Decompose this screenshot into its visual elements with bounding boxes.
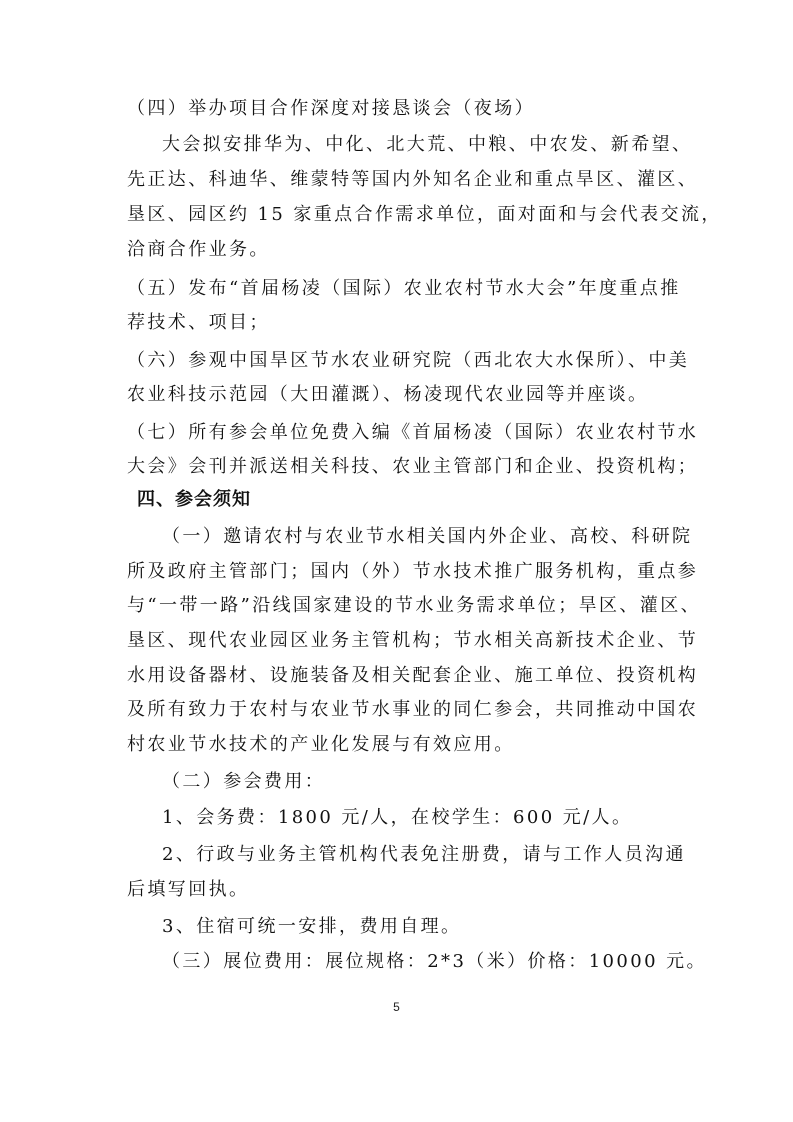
paragraph-line: 农业科技示范园（大田灌溉）、杨凌现代农业园等并座谈。 xyxy=(127,384,649,406)
fee-item-1: 1、会务费：1800 元/人，在校学生：600 元/人。 xyxy=(162,806,633,828)
section-item-7: （七）所有参会单位免费入编《首届杨凌（国际）农业农村节水 xyxy=(127,421,699,443)
paragraph-line: 所及政府主管部门；国内（外）节水技术推广服务机构，重点参 xyxy=(127,560,699,582)
paragraph-line: 洽商合作业务。 xyxy=(127,238,270,260)
section-item-6: （六）参观中国旱区节水农业研究院（西北农大水保所）、中美 xyxy=(127,349,690,371)
subsection-booth-fees: （三）展位费用：展位规格：2*3（米）价格：10000 元。 xyxy=(162,951,707,972)
section-item-4: （四）举办项目合作深度对接恳谈会（夜场） xyxy=(127,98,535,119)
subsection-fees: （二）参会费用： xyxy=(162,770,326,792)
page-number: 5 xyxy=(393,1000,400,1014)
paragraph-line: （一）邀请农村与农业节水相关国内外企业、高校、科研院 xyxy=(162,525,693,547)
paragraph-line: 村农业节水技术的产业化发展与有效应用。 xyxy=(127,734,515,756)
paragraph-line: 后填写回执。 xyxy=(127,878,250,900)
fee-item-3: 3、住宿可统一安排，费用自理。 xyxy=(162,916,462,938)
fee-item-2: 2、行政与业务主管机构代表免注册费，请与工作人员沟通 xyxy=(162,844,686,866)
section-item-5: （五）发布“首届杨凌（国际）农业农村节水大会”年度重点推 xyxy=(127,277,681,299)
paragraph-line: 与“一带一路”沿线国家建设的节水业务需求单位；旱区、灌区、 xyxy=(127,595,702,617)
section-heading: 四、参会须知 xyxy=(137,489,251,511)
paragraph-line: 大会》会刊并派送相关科技、农业主管部门和企业、投资机构； xyxy=(127,456,699,478)
paragraph-line: 荐技术、项目； xyxy=(127,312,270,334)
paragraph-line: 垦区、现代农业园区业务主管机构；节水相关高新技术企业、节 xyxy=(127,629,699,651)
paragraph-line: 水用设备器材、设施装备及相关配套企业、施工单位、投资机构 xyxy=(127,664,699,686)
paragraph-line: 垦区、园区约 15 家重点合作需求单位，面对面和与会代表交流， xyxy=(127,203,722,225)
paragraph-line: 先正达、科迪华、维蒙特等国内外知名企业和重点旱区、灌区、 xyxy=(127,169,699,191)
paragraph-line: 大会拟安排华为、中化、北大荒、中粮、中农发、新希望、 xyxy=(162,134,693,156)
paragraph-line: 及所有致力于农村与农业节水事业的同仁参会，共同推动中国农 xyxy=(127,699,699,721)
